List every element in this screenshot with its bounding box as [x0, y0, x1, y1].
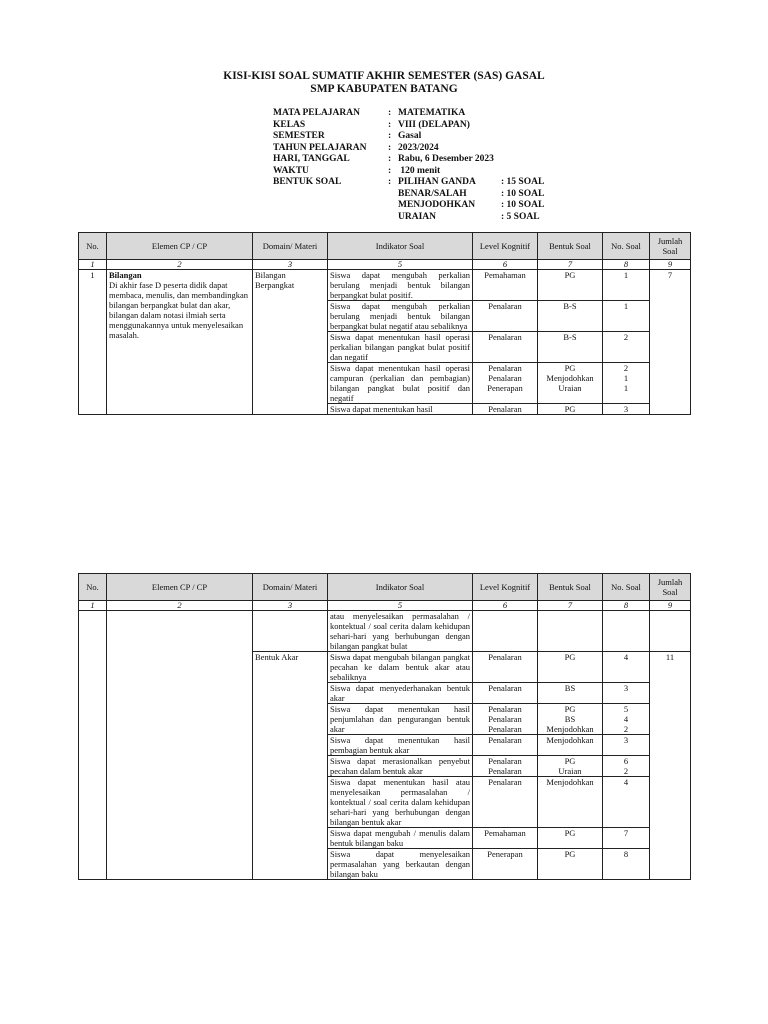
level-cell: Penalaran [473, 332, 538, 363]
bentuk-cell: PG Uraian [538, 756, 603, 777]
column-number: 5 [328, 260, 473, 270]
level-cell: Pemahaman [473, 270, 538, 301]
info-colon: : [388, 131, 392, 141]
info-colon: : [388, 108, 392, 118]
info-block [273, 108, 544, 223]
info-key: SEMESTER [273, 131, 325, 141]
indikator-cell: Siswa dapat mengubah / menulis dalam bentuk bilangan baku [328, 828, 473, 849]
nosoal-cell [603, 611, 650, 652]
bentuk-cell: B-S [538, 301, 603, 332]
indikator-cell: Siswa dapat menentukan hasil operasi perkalian bilangan pangkat bulat positif dan negatif [328, 332, 473, 363]
column-number: 8 [603, 260, 650, 270]
indikator-cell: Siswa dapat mengubah perkalian berulang menjadi bentuk bilangan berpangkat bulat negatif atau sebaliknya [328, 301, 473, 332]
header-indikator: Indikator Soal [328, 574, 473, 601]
column-number: 9 [650, 601, 691, 611]
info-row [273, 154, 544, 166]
nosoal-cell: 4 [603, 652, 650, 683]
nosoal-cell: 7 [603, 828, 650, 849]
column-number: 3 [253, 260, 328, 270]
info-key: KELAS [273, 119, 306, 130]
info-key: TAHUN PELAJARAN [273, 142, 367, 153]
nosoal-cell: 4 [603, 777, 650, 828]
info-colon: : [388, 142, 392, 153]
header-level: Level Kognitif [473, 233, 538, 260]
info-key: MATA PELAJARAN [273, 108, 360, 118]
jumlah-cell [650, 611, 691, 652]
bentuk-cell: PG [538, 849, 603, 880]
domain-cell: Bentuk Akar [253, 652, 328, 880]
info-row [273, 108, 544, 120]
info-value: Gasal [398, 131, 422, 141]
info-colon: : [388, 177, 392, 187]
column-number: 1 [79, 260, 107, 270]
header-elemen: Elemen CP / CP [107, 233, 253, 260]
elemen-cell [107, 611, 253, 880]
bentuk-soal-name: MENJODOHKAN [398, 200, 476, 210]
kisi-table-2 [78, 573, 691, 880]
header-jumlah: Jumlah Soal [650, 233, 691, 260]
info-value: 2023/2024 [398, 142, 439, 153]
bentuk-cell: Menjodohkan [538, 777, 603, 828]
bentuk-soal-count: : 15 SOAL [501, 177, 545, 187]
bentuk-soal-count: : 10 SOAL [501, 200, 545, 210]
column-number: 7 [538, 601, 603, 611]
header-bentuk: Bentuk Soal [538, 233, 603, 260]
level-cell: Penalaran Penalaran Penerapan [473, 363, 538, 404]
table-row [79, 611, 691, 652]
nosoal-cell: 2 [603, 332, 650, 363]
level-cell: Penerapan [473, 849, 538, 880]
jumlah-cell: 11 [650, 652, 691, 880]
column-number: 6 [473, 601, 538, 611]
info-row [273, 166, 544, 178]
column-number: 3 [253, 601, 328, 611]
column-number: 5 [328, 601, 473, 611]
header-level: Level Kognitif [473, 574, 538, 601]
column-number: 2 [107, 601, 253, 611]
bentuk-cell: PG [538, 652, 603, 683]
info-colon: : [388, 154, 392, 164]
bentuk-soal-name: PILIHAN GANDA [398, 177, 476, 187]
nosoal-cell: 8 [603, 849, 650, 880]
nosoal-cell: 3 [603, 683, 650, 704]
jumlah-cell: 7 [650, 270, 691, 415]
nosoal-cell: 3 [603, 735, 650, 756]
bentuk-soal-name: URAIAN [398, 211, 436, 222]
domain-cell [253, 611, 328, 652]
info-key: WAKTU [273, 165, 309, 176]
info-key: HARI, TANGGAL [273, 154, 350, 164]
row-number [79, 611, 107, 880]
level-cell: Penalaran [473, 777, 538, 828]
indikator-cell: Siswa dapat mengubah perkalian berulang menjadi bentuk bilangan berpangkat bulat positif. [328, 270, 473, 301]
bentuk-soal-row [398, 212, 544, 224]
indikator-cell: Siswa dapat menyelesaikan permasalahan yang berkautan dengan bilangan baku [328, 849, 473, 880]
bentuk-cell: PG [538, 404, 603, 415]
header-indikator: Indikator Soal [328, 233, 473, 260]
bentuk-soal-row [398, 200, 544, 212]
header-bentuk: Bentuk Soal [538, 574, 603, 601]
info-colon: : [388, 119, 392, 130]
header-no: No. [79, 574, 107, 601]
bentuk-cell: PG Menjodohkan Uraian [538, 363, 603, 404]
header-domain: Domain/ Materi [253, 574, 328, 601]
header-no: No. [79, 233, 107, 260]
info-row [273, 177, 544, 189]
elemen-cell [107, 270, 253, 415]
level-cell: Penalaran [473, 683, 538, 704]
indikator-cell: Siswa dapat menentukan hasil operasi campuran (perkalian dan pembagian) bilangan pangkat bulat positif dan negatif [328, 363, 473, 404]
level-cell: Penalaran [473, 652, 538, 683]
kisi-table-1 [78, 232, 691, 415]
header-jumlah: Jumlah Soal [650, 574, 691, 601]
bentuk-soal-count: : 5 SOAL [501, 211, 540, 222]
nosoal-cell: 2 1 1 [603, 363, 650, 404]
column-number-row [79, 260, 691, 270]
bentuk-cell: PG [538, 828, 603, 849]
header-nosoal: No. Soal [603, 233, 650, 260]
header-domain: Domain/ Materi [253, 233, 328, 260]
bentuk-cell: PG [538, 270, 603, 301]
info-row [273, 131, 544, 143]
nosoal-cell: 3 [603, 404, 650, 415]
column-number: 8 [603, 601, 650, 611]
column-number: 6 [473, 260, 538, 270]
column-number: 1 [79, 601, 107, 611]
nosoal-cell: 6 2 [603, 756, 650, 777]
info-value: MATEMATIKA [398, 108, 466, 118]
nosoal-cell: 5 4 2 [603, 704, 650, 735]
nosoal-cell: 1 [603, 270, 650, 301]
level-cell [473, 611, 538, 652]
info-rows [273, 108, 544, 189]
nosoal-cell: 1 [603, 301, 650, 332]
level-cell: Pemahaman [473, 828, 538, 849]
info-key: BENTUK SOAL [273, 177, 342, 187]
row-number: 1 [79, 270, 107, 415]
indikator-cell: atau menyelesaikan permasalahan / kontektual / soal cerita dalam kehidupan sehari-hari yang berhubungan dengan bilangan pangkat bulat [328, 611, 473, 652]
indikator-cell: Siswa dapat menentukan hasil atau menyelesaikan permasalahan / kontektual / soal cerita dalam kehidupan sehari-hari yang berhubungan dengan bilangan bentuk akar [328, 777, 473, 828]
bentuk-soal-list [398, 189, 544, 224]
bentuk-cell: BS [538, 683, 603, 704]
indikator-cell: Siswa dapat menentukan hasil penjumlahan dan pengurangan bentuk akar [328, 704, 473, 735]
column-number: 2 [107, 260, 253, 270]
bentuk-cell: Menjodohkan [538, 735, 603, 756]
doc-title: KISI-KISI SOAL SUMATIF AKHIR SEMESTER (SAS) GASAL [223, 70, 545, 82]
bentuk-cell: B-S [538, 332, 603, 363]
column-number: 9 [650, 260, 691, 270]
level-cell: Penalaran Penalaran Penalaran [473, 704, 538, 735]
elemen-title: Bilangan [109, 270, 142, 280]
indikator-cell: Siswa dapat merasionalkan penyebut pecahan dalam bentuk akar [328, 756, 473, 777]
info-row [273, 143, 544, 155]
bentuk-soal-row [398, 189, 544, 201]
level-cell: Penalaran Penalaran [473, 756, 538, 777]
info-value: 120 menit [398, 165, 441, 176]
level-cell: Penalaran [473, 735, 538, 756]
column-number: 7 [538, 260, 603, 270]
bentuk-soal-name: BENAR/SALAH [398, 188, 467, 199]
table-row [79, 270, 691, 301]
column-number-row [79, 601, 691, 611]
bentuk-cell: PG BS Menjodohkan [538, 704, 603, 735]
info-value: VIII (DELAPAN) [398, 119, 470, 130]
doc-subtitle: SMP KABUPATEN BATANG [310, 83, 458, 95]
domain-cell: Bilangan Berpangkat [253, 270, 328, 415]
indikator-cell: Siswa dapat menyederhanakan bentuk akar [328, 683, 473, 704]
header-elemen: Elemen CP / CP [107, 574, 253, 601]
level-cell: Penalaran [473, 404, 538, 415]
bentuk-soal-count: : 10 SOAL [501, 188, 545, 199]
info-row [273, 120, 544, 132]
info-value: Rabu, 6 Desember 2023 [398, 154, 494, 164]
info-colon: : [388, 165, 392, 176]
indikator-cell: Siswa dapat mengubah bilangan pangkat pecahan ke dalam bentuk akar atau sebaliknya [328, 652, 473, 683]
indikator-cell: Siswa dapat menentukan hasil pembagian bentuk akar [328, 735, 473, 756]
elemen-description: Di akhir fase D peserta didik dapat membaca, menulis, dan membandingkan bilangan berpangkat bulat dan akar, bilangan dalam notasi ilmiah serta menggunakannya untuk menyelesaikan masalah. [109, 280, 249, 340]
header-nosoal: No. Soal [603, 574, 650, 601]
level-cell: Penalaran [473, 301, 538, 332]
bentuk-cell [538, 611, 603, 652]
indikator-cell: Siswa dapat menentukan hasil [328, 404, 473, 415]
